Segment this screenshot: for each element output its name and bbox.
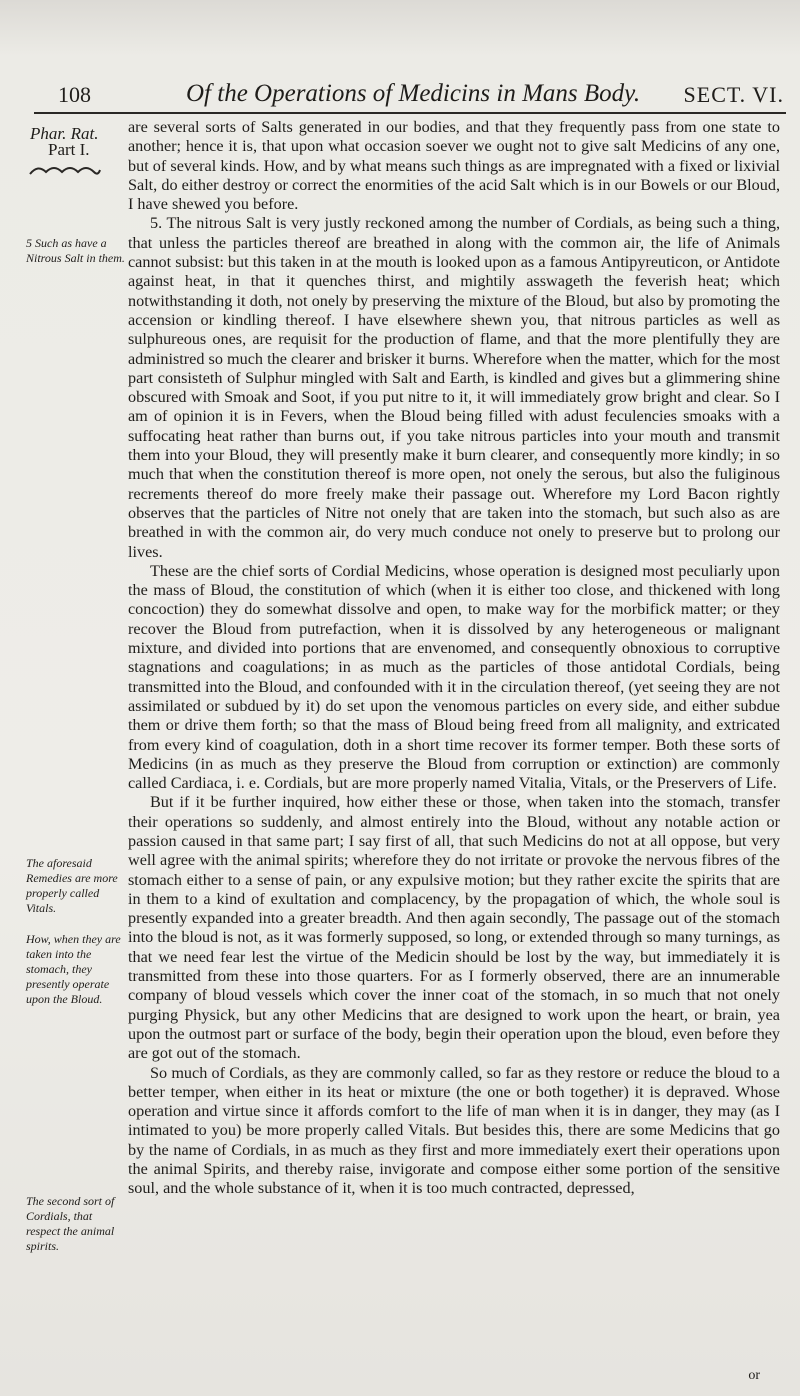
paragraph-1: are several sorts of Salts generated in our bodies, and that they frequently pass from one state to another; hence it is, that upon what occasion soever we ought not to give salt Medicins of any one, but of several kinds. How, and by what means such things as are impregnated with a fixed or lixivial Salt, do either destroy or correct the enormities of the acid Salt which is in our Bowels or our Bloud, I have shewed you before. [128,118,780,214]
paragraph-5: So much of Cordials, as they are commonly called, so far as they restore or reduce the bloud to a better temper, when either in its heat or mixture (the one or both together) it is depraved. Whose operation and virtue since it affords comfort to the life of man when it is in danger, they may (as I intimated to you) be more properly called Vitals. But besides this, there are some Medicins that go by the name of Cordials, in as much as they first and more immediately exert their operations upon the animal Spirits, and thereby raise, invigorate and compose either some portion of the sensitive soul, and the whole substance of it, when it is too much contracted, depressed, [128,1063,780,1198]
margin-note-3: How, when they are taken into the stomach, they presently operate upon the Bloud. [26,932,121,1006]
paragraph-3: These are the chief sorts of Cordial Medicins, whose operation is designed most peculiarly upon the mass of Bloud, the constitution of which (when it is either too close, and thickened with long concoction) they do somewhat dissolve and open, to make way for the morbifick matter; or they recover the Bloud from putrefaction, when it is dissolved by any heterogeneous or malignant mixture, and divided into portions that are envenomed, and consequently obnoxious to corruptive stagnations and coagulations; in as much as the particles of those antidotal Cordials, being transmitted into the Bloud, and confounded with it in the circulation thereof, (yet seeing they are not assimilated or subdued by it) do set upon the venomous particles on every side, and either subdue them or drive them forth; so that the mass of Bloud being freed from all malignity, and extricated from every kind of coagulation, doth in a short time recover its former temper. Both these sorts of Medicins (in as much as they preserve the Bloud from corruption or extinction) are commonly called Cardiaca, i. e. Cordials, but are more properly named Vitalia, Vitals, or the Preservers of Life. [128,561,780,793]
side-header-line2: Part I. [48,140,90,159]
page-number: 108 [58,82,91,107]
paragraph-2: 5. The nitrous Salt is very justly reckoned among the number of Cordials, as being such a thing, that unless the particles thereof are breathed in along with the common air, the life of Animals cannot subsist: but this taken in at the mouth is looked upon as a famous Antipyreuticon, or Antidote against heat, in that it quenches thirst, and mightily asswageth the feverish heat; which notwithstanding it doth, not onely by preserving the mixture of the Bloud, but also by promoting the accension or kindling thereof. I have elsewhere shewn you, that nitrous particles as well as sulphureous ones, are requisit for the production of flame, and that the more plentifully they are administred so much the clearer and brisker it burns. Wherefore when the matter, which for the most part consisteth of Sulphur mingled with Salt and Earth, is kindled and gives but a glimmering shine obscured with Smoak and Soot, if you put nitre to it, it will immediately grow bright and clear. So I am of opinion it is in Fevers, when the Bloud being filled with adust feculencies smoaks with a suffocating heat rather than burns out, if you take nitrous particles into your mouth and transmit them into your Bloud, they will presently make it burn clearer, and consequently more kindly; in so much that when the constitution thereof is more open, not onely the serous, but also the fuliginous recrements thereof do more freely make their passage out. Wherefore my Lord Bacon rightly observes that the particles of Nitre not onely that are taken into the stomach, but such also as are breathed in with the common air, do very much conduce not onely to preserve but to prolong our lives. [128,214,780,561]
margin-note-1: 5 Such as have a Nitrous Salt in them. [26,236,125,265]
main-text [128,118,780,1199]
running-title: Of the Operations of Medicins in Mans Body. [186,80,641,107]
paragraph-4: But if it be further inquired, how either these or those, when taken into the stomach, transfer their operations so suddenly, and almost entirely into the Bloud, without any notable action or passion caused in that same part; I say first of all, that such Medicins do not at all oppose, but very well agree with the animal spirits; wherefore they do not irritate or provoke the nervous fibres of the stomach either to a sense of pain, or any expulsive motion; but they rather excite the spirits that are in them to a kind of exultation and complacency, by the propagation of which, the whole soul is presently expanded into a greater breadth. And then again secondly, The passage out of the stomach into the bloud is not, as it was formerly supposed, so long, or extended through so many turnings, as that we need fear lest the virtue of the Medicin should be lost by the way, but immediately it is transmitted from these into those quarters. For as I formerly observed, there are an innumerable company of bloud vessels which cover the inner coat of the stomach, in so much that not onely purging Physick, but any other Medicins that are designed to work upon the heart, or brain, yea upon the outmost part or surface of the body, begin their operation upon the bloud, even before they are got out of the stomach. [128,793,780,1063]
ornament-icon [28,162,102,180]
running-header [34,76,786,114]
side-header-line1: Phar. Rat. [30,124,99,143]
margin-note-2: The aforesaid Remedies are more properly called Vitals. [26,856,118,915]
margin-note-4: The second sort of Cordials, that respect the animal spirits. [26,1194,115,1253]
section-label: SECT. VI. [683,82,784,107]
catchword: or [748,1368,760,1383]
